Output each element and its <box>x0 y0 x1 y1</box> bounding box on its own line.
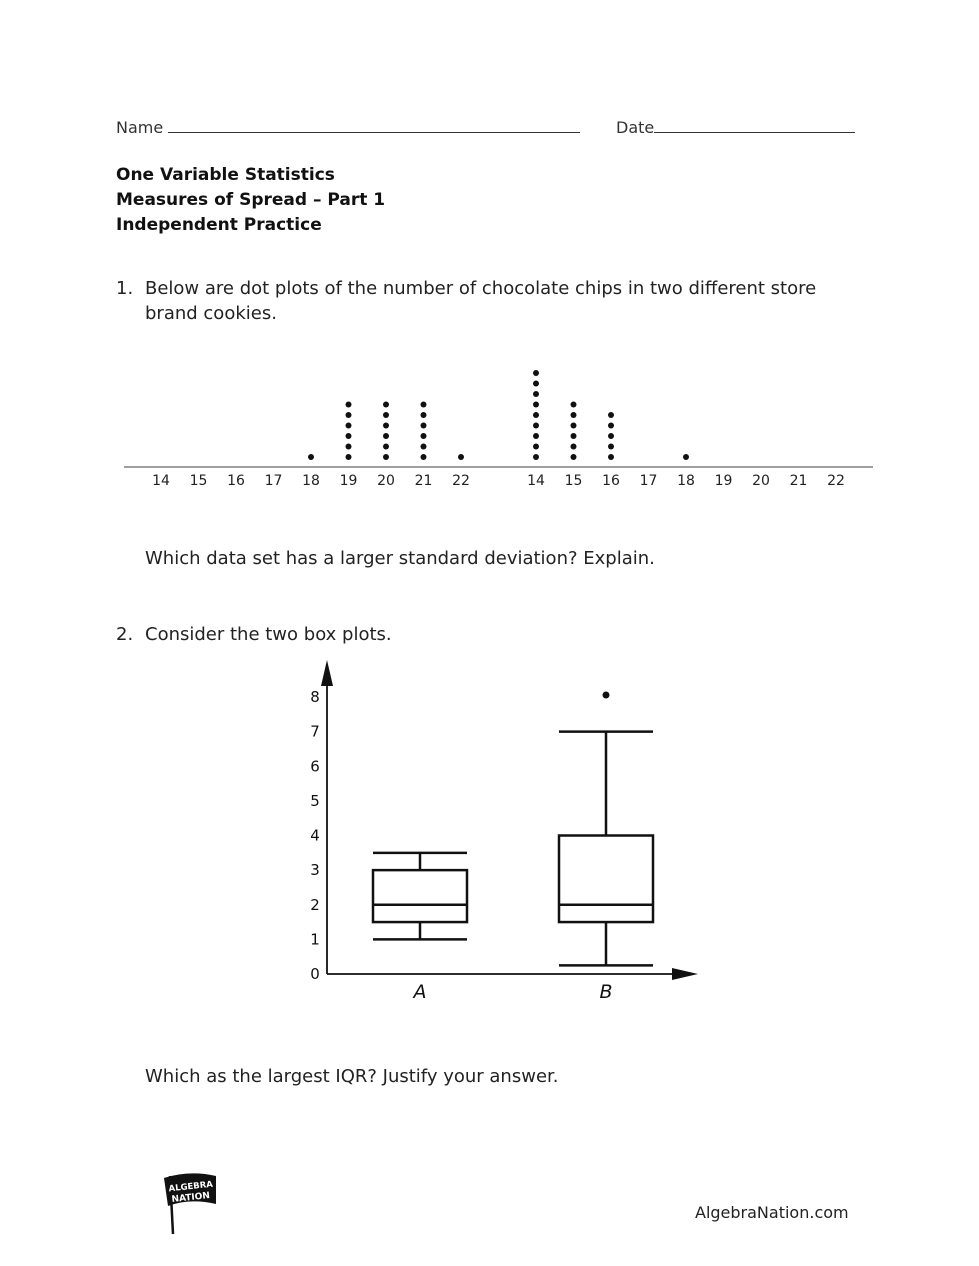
y-tick-label: 4 <box>310 826 320 845</box>
dot-plot-1-dot <box>421 454 427 460</box>
algebra-nation-logo <box>150 1168 230 1240</box>
dot-plot-1-dot <box>421 423 427 429</box>
dot-plot-1-tick-label: 17 <box>264 473 283 489</box>
dot-plot-2-tick-label: 15 <box>564 473 583 489</box>
question-1-text-line-1: Below are dot plots of the number of chocolate chips in two different store <box>145 278 817 299</box>
box-B-label: B <box>599 981 613 1003</box>
dot-plot-1-dot <box>346 454 352 460</box>
dot-plot-2-dot <box>533 370 539 376</box>
logo-text-2: NATION <box>171 1191 211 1205</box>
dot-plot-1-dot <box>383 444 389 450</box>
dot-plot-1-dot <box>383 423 389 429</box>
dot-plot-2-dot <box>533 454 539 460</box>
dot-plot-2-dot <box>533 423 539 429</box>
y-axis-arrow <box>321 660 333 686</box>
y-tick-label: 2 <box>310 895 320 914</box>
dot-plot-2-dot <box>533 444 539 450</box>
box-A-iqr-box <box>373 870 467 922</box>
name-label: Name <box>116 118 164 137</box>
dot-plot-2-dot <box>533 402 539 408</box>
dot-plots <box>0 360 979 500</box>
dot-plot-2-dot <box>608 454 614 460</box>
question-2-follow-up: Which as the largest IQR? Justify your answer. <box>145 1066 559 1087</box>
dot-plot-1-dot <box>421 433 427 439</box>
dot-plot-1-dot <box>346 402 352 408</box>
dot-plot-2-dot <box>571 444 577 450</box>
dot-plot-2-tick-label: 19 <box>714 473 733 489</box>
dot-plot-1-dot <box>383 454 389 460</box>
date-line[interactable] <box>654 118 855 133</box>
question-1-number: 1. <box>116 278 134 299</box>
dot-plot-1-dot <box>383 433 389 439</box>
dot-plot-1-dot <box>383 412 389 418</box>
footer-url[interactable]: AlgebraNation.com <box>695 1203 849 1222</box>
question-1-follow-up: Which data set has a larger standard deviation? Explain. <box>145 548 655 569</box>
box-A-label: A <box>413 981 427 1003</box>
y-tick-label: 0 <box>310 965 320 983</box>
dot-plot-1-tick-label: 19 <box>339 473 358 489</box>
logo-text-1: ALGEBRA <box>168 1179 214 1195</box>
y-tick-label: 1 <box>310 930 320 949</box>
dot-plot-2-tick-label: 22 <box>827 473 845 489</box>
dot-plot-2-dot <box>608 433 614 439</box>
dot-plot-1-tick-label: 20 <box>377 473 395 489</box>
dot-plot-1-dot <box>458 454 464 460</box>
dot-plot-2-dot <box>533 381 539 387</box>
dot-plot-1-dot <box>421 444 427 450</box>
dot-plot-1-dot <box>421 412 427 418</box>
title-line-3: Independent Practice <box>116 215 322 235</box>
title-line-2: Measures of Spread – Part 1 <box>116 190 386 210</box>
dot-plot-1-dot <box>308 454 314 460</box>
x-axis-arrow <box>672 968 698 980</box>
date-field[interactable] <box>616 118 855 137</box>
box-B-outlier <box>603 692 610 699</box>
dot-plot-1 <box>124 402 498 490</box>
dot-plot-2-dot <box>571 423 577 429</box>
box-B-iqr-box <box>559 836 653 923</box>
box-plots <box>290 650 710 1010</box>
question-2-number: 2. <box>116 624 134 645</box>
dot-plot-1-dot <box>346 444 352 450</box>
dot-plot-2-dot <box>571 402 577 408</box>
dot-plot-2-dot <box>608 423 614 429</box>
dot-plot-2-dot <box>533 433 539 439</box>
worksheet-title <box>116 163 385 238</box>
dot-plot-2-tick-label: 17 <box>639 473 658 489</box>
dot-plot-2-dot <box>533 412 539 418</box>
title-line-1: One Variable Statistics <box>116 165 335 185</box>
y-tick-label: 6 <box>310 757 320 776</box>
dot-plot-1-tick-label: 15 <box>189 473 208 489</box>
question-1-text <box>145 276 865 326</box>
dot-plot-1-tick-label: 18 <box>302 473 320 489</box>
dot-plot-1-dot <box>346 412 352 418</box>
name-line[interactable] <box>168 118 580 133</box>
dot-plot-2-tick-label: 21 <box>789 473 808 489</box>
y-tick-label: 5 <box>310 791 320 810</box>
dot-plot-2-dot <box>608 412 614 418</box>
dot-plot-1-dot <box>346 433 352 439</box>
dot-plot-2-dot <box>571 412 577 418</box>
dot-plot-1-tick-label: 16 <box>227 473 245 489</box>
name-field[interactable] <box>116 118 580 137</box>
dot-plot-1-dot <box>383 402 389 408</box>
dot-plot-2-dot <box>608 444 614 450</box>
y-tick-label: 8 <box>310 688 320 706</box>
box-plot-chart <box>310 660 698 1003</box>
y-tick-label: 7 <box>310 722 320 741</box>
question-1-text-line-2: brand cookies. <box>145 303 277 324</box>
dot-plot-2-tick-label: 14 <box>527 473 545 489</box>
dot-plot-2-dot <box>571 454 577 460</box>
dot-plot-2-dot <box>683 454 689 460</box>
date-label: Date <box>616 118 655 137</box>
dot-plot-1-tick-label: 22 <box>452 473 470 489</box>
dot-plot-2-tick-label: 18 <box>677 473 695 489</box>
y-tick-label: 3 <box>310 861 320 880</box>
dot-plot-2-dot <box>533 391 539 397</box>
dot-plot-2 <box>498 370 873 489</box>
dot-plot-2-tick-label: 16 <box>602 473 620 489</box>
question-2-text: Consider the two box plots. <box>145 624 392 645</box>
dot-plot-2-tick-label: 20 <box>752 473 770 489</box>
dot-plot-2-dot <box>571 433 577 439</box>
dot-plot-1-tick-label: 14 <box>152 473 170 489</box>
dot-plot-1-dot <box>421 402 427 408</box>
dot-plot-1-tick-label: 21 <box>414 473 433 489</box>
dot-plot-1-dot <box>346 423 352 429</box>
